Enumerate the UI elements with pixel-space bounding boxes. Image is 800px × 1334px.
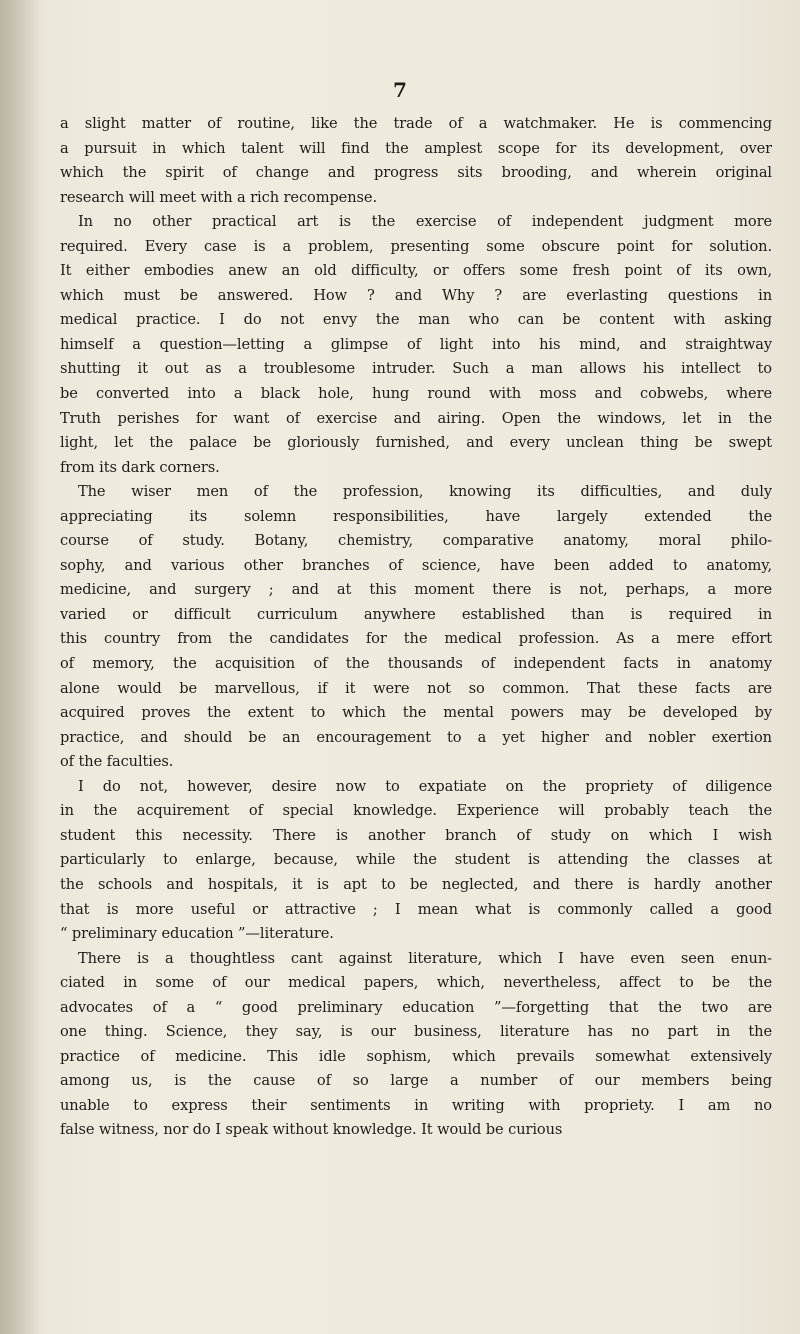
text-line: shutting it out as a troublesome intruder. Such a man allows his intellect to	[60, 360, 772, 378]
text-line: light, let the palace be gloriously furnished, and every unclean thing be swept	[60, 434, 772, 452]
text-line: “ preliminary education ”—literature.	[60, 925, 334, 943]
text-line: among us, is the cause of so large a number of our members being	[60, 1072, 772, 1090]
text-line: this country from the candidates for the medical profession. As a mere effort	[60, 630, 772, 648]
text-line: which must be answered. How ? and Why ? are everlasting questions in	[60, 286, 772, 304]
text-line: appreciating its solemn responsibilities, have largely extended the	[60, 507, 772, 525]
text-line: Truth perishes for want of exercise and airing. Open the windows, let in the	[60, 409, 772, 427]
text-line: varied or difficult curriculum anywhere established than is required in	[60, 605, 772, 623]
text-line: a pursuit in which talent will find the amplest scope for its development, over	[60, 139, 772, 157]
text-line: sophy, and various other branches of science, have been added to anatomy,	[60, 556, 772, 574]
text-line: It either embodies anew an old difficulty, or offers some fresh point of its own,	[60, 262, 772, 280]
body-text	[60, 112, 772, 1143]
text-line: from its dark corners.	[60, 458, 220, 476]
text-line: of memory, the acquisition of the thousands of independent facts in anatomy	[60, 655, 772, 673]
text-line: In no other practical art is the exercise of independent judgment more	[78, 213, 772, 231]
text-line: medicine, and surgery ; and at this moment there is not, perhaps, a more	[60, 581, 772, 599]
text-line: unable to express their sentiments in writing with propriety. I am no	[60, 1096, 772, 1114]
text-line: himself a question—letting a glimpse of light into his mind, and straightway	[60, 335, 772, 353]
text-line: alone would be marvellous, if it were not so common. That these facts are	[60, 679, 772, 697]
text-line: student this necessity. There is another branch of study on which I wish	[60, 826, 772, 844]
text-line: I do not, however, desire now to expatiate on the propriety of diligence	[78, 777, 772, 795]
text-line: which the spirit of change and progress sits brooding, and wherein original	[60, 164, 772, 182]
text-line: particularly to enlarge, because, while the student is attending the classes at	[60, 851, 772, 869]
text-line: medical practice. I do not envy the man who can be content with asking	[60, 311, 772, 329]
text-line: advocates of a “ good preliminary education ”—forgetting that the two are	[60, 998, 772, 1016]
paragraph	[60, 480, 772, 775]
text-line: The wiser men of the profession, knowing its difficulties, and duly	[78, 483, 772, 501]
paragraph	[60, 947, 772, 1143]
paragraph	[60, 775, 772, 947]
text-line: research will meet with a rich recompense.	[60, 188, 377, 206]
text-line: ciated in some of our medical papers, which, nevertheless, affect to be the	[60, 974, 772, 992]
text-line: acquired proves the extent to which the mental powers may be developed by	[60, 704, 772, 722]
text-line: practice of medicine. This idle sophism, which prevails somewhat extensively	[60, 1047, 772, 1065]
paragraph	[60, 112, 772, 210]
text-line: that is more useful or attractive ; I mean what is commonly called a good	[60, 900, 772, 918]
paragraph	[60, 210, 772, 480]
text-line: in the acquirement of special knowledge. Experience will probably teach the	[60, 802, 772, 820]
text-line: false witness, nor do I speak without knowledge. It would be curious	[60, 1121, 563, 1139]
text-line: of the faculties.	[60, 753, 174, 771]
text-line: practice, and should be an encouragement to a yet higher and nobler exertion	[60, 728, 772, 746]
page-number: 7	[393, 78, 407, 102]
text-line: a slight matter of routine, like the trade of a watchmaker. He is commencing	[60, 115, 772, 132]
text-line: be converted into a black hole, hung round with moss and cobwebs, where	[60, 385, 772, 403]
text-line: the schools and hospitals, it is apt to be neglected, and there is hardly another	[60, 875, 772, 893]
text-line: There is a thoughtless cant against literature, which I have even seen enun-	[78, 949, 772, 967]
text-line: one thing. Science, they say, is our business, literature has no part in the	[60, 1023, 772, 1041]
text-line: required. Every case is a problem, presenting some obscure point for solution.	[60, 237, 772, 255]
text-line: course of study. Botany, chemistry, comparative anatomy, moral philo-	[60, 532, 772, 550]
binding-shadow	[0, 0, 40, 1334]
